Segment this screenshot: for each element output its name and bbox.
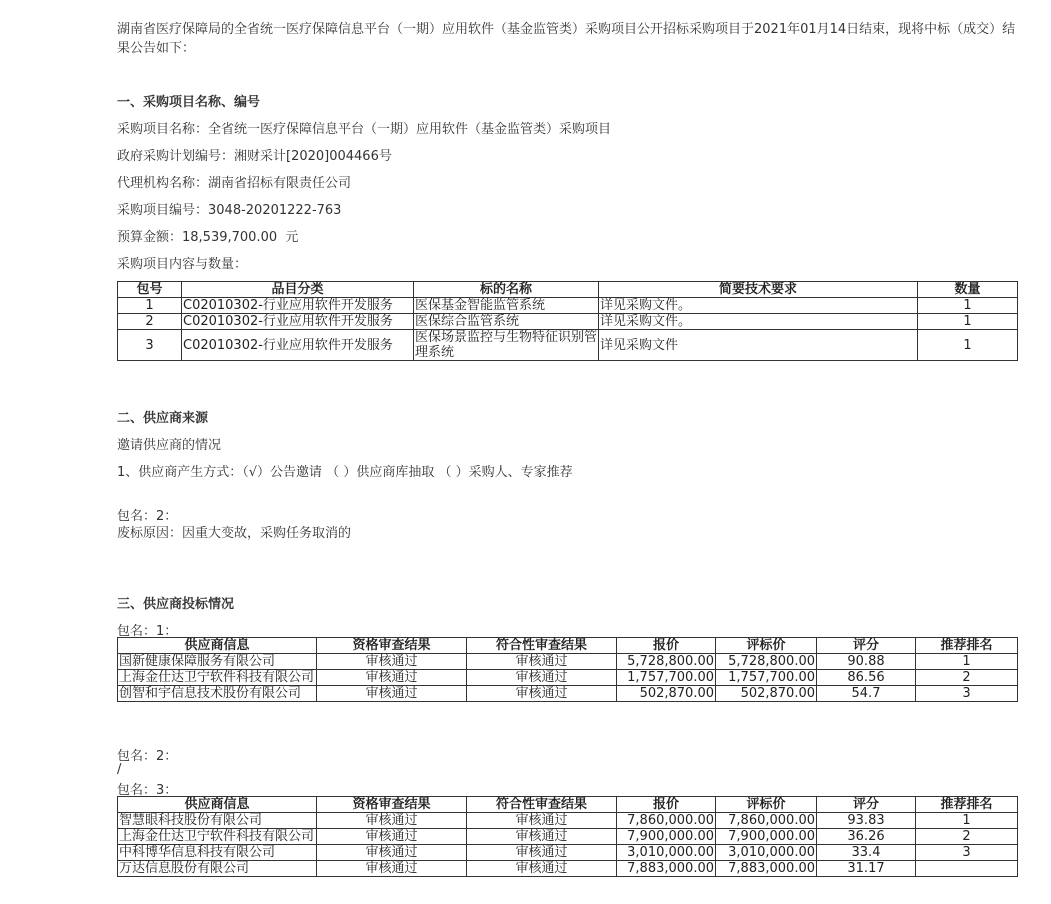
compliance-result: 审核通过 [467, 686, 617, 702]
category: C02010302-行业应用软件开发服务 [182, 330, 414, 361]
quantity: 1 [918, 314, 1018, 330]
compliance-result: 审核通过 [467, 670, 617, 686]
items-header-row [118, 282, 1018, 298]
item-name: 医保基金智能监管系统 [414, 298, 599, 314]
price: 3,010,000.00 [617, 845, 716, 861]
qualification-result: 审核通过 [317, 670, 467, 686]
items-table [117, 281, 1018, 361]
table-row [118, 330, 1018, 361]
header-quantity: 数量 [918, 282, 1018, 298]
bid-pkg2-value: / [117, 762, 122, 777]
budget-amount: 预算金额：18,539,700.00 元 [117, 230, 299, 245]
pkg2-cancel-reason: 废标原因：因重大变故，采购任务取消的 [117, 526, 352, 541]
qualification-result: 审核通过 [317, 813, 467, 829]
bid-pkg1-label: 包名：1： [117, 624, 178, 639]
price: 7,860,000.00 [617, 813, 716, 829]
plan-number: 政府采购计划编号：湘财采计[2020]004466号 [117, 149, 392, 164]
supplier-name: 上海金仕达卫宁软件科技有限公司 [118, 670, 317, 686]
tech-req: 详见采购文件。 [599, 314, 918, 330]
rank: 2 [916, 829, 1018, 845]
item-name: 医保场景监控与生物特征识别管理系统 [415, 330, 598, 360]
eval-price: 1,757,700.00 [716, 670, 817, 686]
header-score: 评分 [817, 638, 916, 654]
table-row [118, 314, 1018, 330]
score: 54.7 [817, 686, 916, 702]
bids-header-row [118, 797, 1018, 813]
rank: 1 [916, 654, 1018, 670]
supplier-name: 智慧眼科技股份有限公司 [118, 813, 317, 829]
header-eval-price: 评标价 [716, 797, 817, 813]
compliance-result: 审核通过 [467, 845, 617, 861]
package-no: 2 [118, 314, 182, 330]
header-supplier: 供应商信息 [118, 638, 317, 654]
supplier-name: 国新健康保障服务有限公司 [118, 654, 317, 670]
qualification-result: 审核通过 [317, 845, 467, 861]
header-tech-req: 简要技术要求 [599, 282, 918, 298]
eval-price: 7,900,000.00 [716, 829, 817, 845]
table-row [118, 829, 1018, 845]
bid-pkg3-label: 包名：3： [117, 783, 178, 798]
score: 31.17 [817, 861, 916, 877]
eval-price: 502,870.00 [716, 686, 817, 702]
price: 502,870.00 [617, 686, 716, 702]
price: 5,728,800.00 [617, 654, 716, 670]
supplier-method: 1、供应商产生方式：（√）公告邀请 （ ）供应商库抽取 （ ）采购人、专家推荐 [117, 465, 573, 480]
section2-heading: 二、供应商来源 [117, 411, 209, 426]
header-package-no: 包号 [118, 282, 182, 298]
quantity: 1 [918, 298, 1018, 314]
bids-table-pkg1 [117, 637, 1018, 702]
project-name: 采购项目名称：全省统一医疗保障信息平台（一期）应用软件（基金监管类）采购项目 [117, 122, 612, 137]
header-qualification: 资格审查结果 [317, 638, 467, 654]
header-qualification: 资格审查结果 [317, 797, 467, 813]
header-score: 评分 [817, 797, 916, 813]
compliance-result: 审核通过 [467, 829, 617, 845]
compliance-result: 审核通过 [467, 654, 617, 670]
table-row [118, 861, 1018, 877]
quantity: 1 [918, 330, 1018, 361]
table-row [118, 670, 1018, 686]
rank: 3 [916, 845, 1018, 861]
header-rank: 推荐排名 [916, 638, 1018, 654]
score: 36.26 [817, 829, 916, 845]
header-price: 报价 [617, 797, 716, 813]
header-compliance: 符合性审查结果 [467, 797, 617, 813]
supplier-name: 创智和宇信息技术股份有限公司 [118, 686, 317, 702]
tech-req: 详见采购文件。 [599, 298, 918, 314]
qualification-result: 审核通过 [317, 654, 467, 670]
rank: 2 [916, 670, 1018, 686]
header-eval-price: 评标价 [716, 638, 817, 654]
category: C02010302-行业应用软件开发服务 [182, 298, 414, 314]
item-name: 医保综合监管系统 [414, 314, 599, 330]
rank: 3 [916, 686, 1018, 702]
pkg2-label: 包名：2： [117, 509, 178, 524]
table-row [118, 654, 1018, 670]
eval-price: 3,010,000.00 [716, 845, 817, 861]
header-compliance: 符合性审查结果 [467, 638, 617, 654]
supplier-name: 万达信息股份有限公司 [118, 861, 317, 877]
supplier-name: 上海金仕达卫宁软件科技有限公司 [118, 829, 317, 845]
invite-label: 邀请供应商的情况 [117, 438, 222, 453]
package-no: 1 [118, 298, 182, 314]
price: 7,883,000.00 [617, 861, 716, 877]
supplier-name: 中科博华信息科技有限公司 [118, 845, 317, 861]
content-label: 采购项目内容与数量： [117, 257, 248, 272]
price: 7,900,000.00 [617, 829, 716, 845]
qualification-result: 审核通过 [317, 861, 467, 877]
section3-heading: 三、供应商投标情况 [117, 597, 235, 612]
score: 90.88 [817, 654, 916, 670]
rank [916, 861, 1018, 877]
tech-req: 详见采购文件 [599, 330, 918, 361]
score: 86.56 [817, 670, 916, 686]
table-row [118, 813, 1018, 829]
table-row [118, 686, 1018, 702]
header-supplier: 供应商信息 [118, 797, 317, 813]
eval-price: 7,883,000.00 [716, 861, 817, 877]
table-row [118, 298, 1018, 314]
project-number: 采购项目编号：3048-20201222-763 [117, 203, 342, 218]
score: 93.83 [817, 813, 916, 829]
header-item-name: 标的名称 [414, 282, 599, 298]
eval-price: 5,728,800.00 [716, 654, 817, 670]
header-price: 报价 [617, 638, 716, 654]
compliance-result: 审核通过 [467, 813, 617, 829]
bids-header-row [118, 638, 1018, 654]
package-no: 3 [118, 330, 182, 361]
agency-name: 代理机构名称：湖南省招标有限责任公司 [117, 176, 352, 191]
qualification-result: 审核通过 [317, 686, 467, 702]
header-rank: 推荐排名 [916, 797, 1018, 813]
header-category: 品目分类 [182, 282, 414, 298]
price: 1,757,700.00 [617, 670, 716, 686]
category: C02010302-行业应用软件开发服务 [182, 314, 414, 330]
bids-table-pkg3 [117, 796, 1018, 877]
rank: 1 [916, 813, 1018, 829]
bid-pkg2-label: 包名：2： [117, 749, 178, 764]
score: 33.4 [817, 845, 916, 861]
compliance-result: 审核通过 [467, 861, 617, 877]
section1-heading: 一、采购项目名称、编号 [117, 95, 261, 110]
eval-price: 7,860,000.00 [716, 813, 817, 829]
intro-paragraph: 湖南省医疗保障局的全省统一医疗保障信息平台（一期）应用软件（基金监管类）采购项目公开招标采购项目于2021年01月14日结束，现将中标（成交）结果公告如下： [117, 22, 1016, 56]
qualification-result: 审核通过 [317, 829, 467, 845]
table-row [118, 845, 1018, 861]
